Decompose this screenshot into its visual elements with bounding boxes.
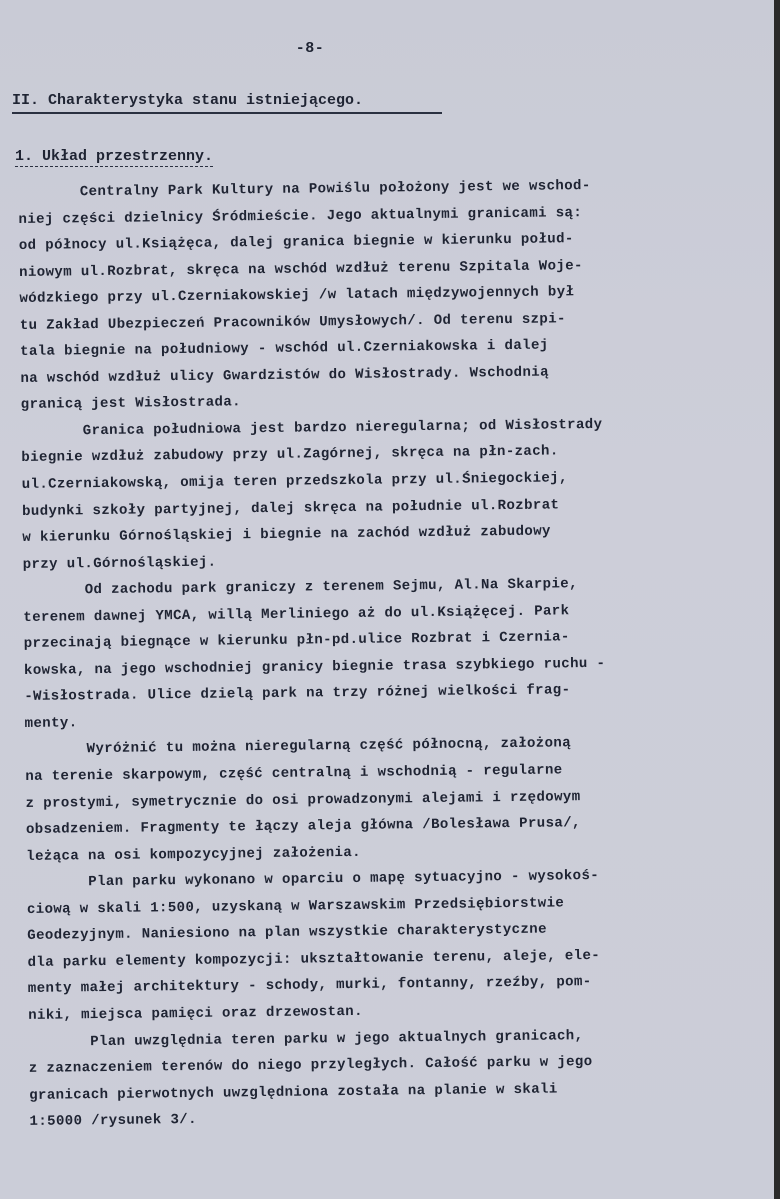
text-line: Centralny Park Kultury na Powiślu położony jest we wschod- bbox=[18, 178, 591, 201]
text-line: Plan parku wykonano w oparciu o mapę sytuacyjno - wysokoś- bbox=[26, 868, 600, 892]
text-line: obsadzeniem. Fragmenty te łączy aleja główna /Bolesława Prusa/, bbox=[25, 815, 581, 839]
text-line: Geodezyjnym. Naniesiono na plan wszystkie charakterystyczne bbox=[27, 921, 547, 945]
text-line: tu Zakład Ubezpieczeń Pracowników Umysłowych/. Od terenu szpi- bbox=[19, 311, 566, 334]
text-line: niej części dzielnicy Śródmieście. Jego aktualnymi granicami są: bbox=[18, 204, 583, 228]
text-line: na terenie skarpowym, część centralną i wschodnią - regularne bbox=[25, 762, 563, 785]
text-line: z zaznaczeniem terenów do niego przyległych. Całość parku w jego bbox=[28, 1054, 593, 1077]
page-number: -8- bbox=[295, 40, 325, 57]
page-edge-shadow bbox=[774, 0, 780, 1199]
text-line: niki, miejsca pamięci oraz drzewostan. bbox=[28, 1003, 363, 1024]
text-line: -Wisłostrada. Ulice dzielą park na trzy różnej wielkości frag- bbox=[24, 682, 571, 706]
text-line: leżąca na osi kompozycyjnej założenia. bbox=[26, 844, 362, 865]
text-line: budynki szkoły partyjnej, dalej skręca na południe ul.Rozbrat bbox=[21, 496, 560, 520]
text-line: wódzkiego przy ul.Czerniakowskiej /w latach międzywojennych był bbox=[19, 284, 575, 308]
text-line: Plan uwzględnia teren parku w jego aktualnych granicach, bbox=[28, 1027, 584, 1051]
text-line: przy ul.Górnośląskiej. bbox=[22, 554, 217, 573]
text-line: kowska, na jego wschodniej granicy biegnie trasa szybkiego ruchu - bbox=[23, 655, 606, 679]
text-line: Granica południowa jest bardzo nieregularna; od Wisłostrady bbox=[20, 416, 603, 440]
text-line: Wyróżnić tu można nieregularną część północną, założoną bbox=[24, 735, 572, 759]
text-line: biegnie wzdłuż zabudowy przy ul.Zagórnej, skręca na płn-zach. bbox=[21, 443, 559, 467]
text-line: Od zachodu park graniczy z terenem Sejmu, Al.Na Skarpie, bbox=[22, 576, 578, 600]
text-line: menty. bbox=[24, 715, 78, 732]
text-line: tala biegnie na południowy - wschód ul.Czerniakowska i dalej bbox=[20, 337, 549, 361]
text-line: na wschód wzdłuż ulicy Gwardzistów do Wisłostrady. Wschodnią bbox=[20, 364, 549, 387]
text-line: granicach pierwotnych uwzględniona została na planie w skali bbox=[29, 1081, 558, 1104]
text-line: ciową w skali 1:500, uzyskaną w Warszawskim Przedsiębiorstwie bbox=[26, 895, 565, 918]
text-line: dla parku elementy kompozycji: ukształtowanie terenu, aleje, ele- bbox=[27, 947, 601, 971]
text-line: terenem dawnej YMCA, willą Merliniego aż do ul.Książęcej. Park bbox=[23, 603, 570, 626]
text-line: ul.Czerniakowską, omija teren przedszkola przy ul.Śniegockiej, bbox=[21, 470, 568, 493]
body-text bbox=[18, 171, 760, 1136]
text-line: niowym ul.Rozbrat, skręca na wschód wzdłuż terenu Szpitala Woje- bbox=[19, 257, 583, 281]
text-line: granicą jest Wisłostrada. bbox=[20, 394, 242, 414]
text-line: z prostymi, symetrycznie do osi prowadzonymi alejami i rzędowym bbox=[25, 788, 581, 812]
text-line: menty małej architektury - schody, murki, fontanny, rzeźby, pom- bbox=[27, 974, 592, 998]
section-heading: II. Charakterystyka stanu istniejącego. bbox=[12, 92, 442, 114]
text-line: przecinają biegnące w kierunku płn-pd.ulice Rozbrat i Czernia- bbox=[23, 629, 570, 653]
text-line: 1:5000 /rysunek 3/. bbox=[29, 1112, 197, 1131]
text-line: od północy ul.Książęca, dalej granica biegnie w kierunku połud- bbox=[18, 231, 574, 255]
sub-heading: 1. Układ przestrzenny. bbox=[15, 148, 214, 165]
text-line: w kierunku Górnośląskiej i biegnie na zachód wzdłuż zabudowy bbox=[22, 523, 551, 547]
